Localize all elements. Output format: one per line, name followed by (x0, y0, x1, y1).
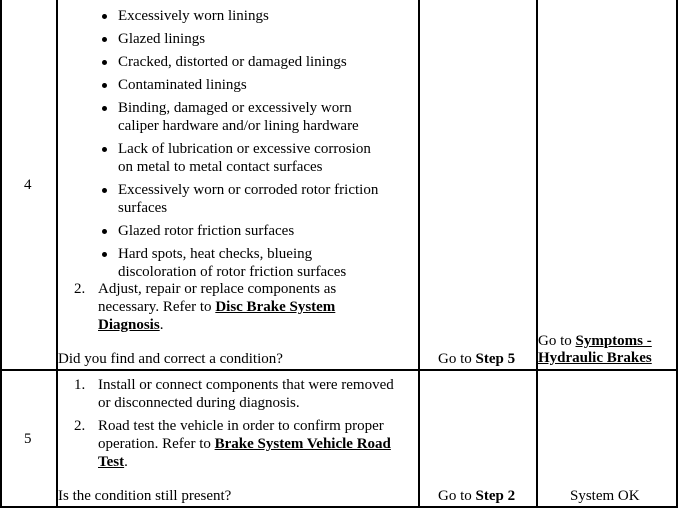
column-divider-step (56, 0, 58, 508)
symptoms-hydraulic-brakes-link[interactable]: Symptoms - Hydraulic Brakes (538, 333, 652, 366)
numbered-item-2: 2. Road test the vehicle in order to confirm proper operation. Refer to Brake System Vehicle Road Test. (74, 418, 391, 470)
step-4-no-action: Go to Symptoms - Hydraulic Brakes (538, 333, 652, 366)
table-border-bottom (0, 506, 678, 508)
disc-brake-system-diagnosis-link[interactable]: Disc Brake System Diagnosis (98, 299, 336, 333)
bullet-item: Contaminated linings (118, 76, 378, 94)
go-to-step-2[interactable]: Step 2 (475, 488, 516, 504)
row-divider (0, 369, 678, 371)
step-number-4: 4 (24, 177, 32, 193)
bullet-item: Glazed rotor friction surfaces (118, 222, 378, 240)
bullet-item: Hard spots, heat checks, blueing discoloration of rotor friction surfaces (118, 245, 378, 281)
go-to-step-5[interactable]: Step 5 (475, 351, 516, 367)
brake-system-road-test-link[interactable]: Brake System Vehicle Road Test (98, 436, 391, 470)
step-4-question: Did you find and correct a condition? (58, 351, 283, 367)
bullet-item: Binding, damaged or excessively worn caliper hardware and/or lining hardware (118, 99, 378, 135)
table-border-left (0, 0, 2, 508)
inspection-bullet-list (118, 7, 378, 281)
bullet-item: Cracked, distorted or damaged linings (118, 53, 378, 71)
step-5-no-action: System OK (570, 488, 640, 504)
bullet-item: Glazed linings (118, 30, 378, 48)
bullet-item: Excessively worn or corroded rotor friction surfaces (118, 182, 379, 216)
column-divider-action (418, 0, 420, 508)
step-4-yes-action: Go to Step 5 (438, 351, 516, 367)
bullet-item: Excessively worn linings (118, 7, 378, 25)
column-divider-yes (536, 0, 538, 508)
numbered-item-1: 1. Install or connect components that were removed or disconnected during diagnosis. (74, 377, 394, 411)
step-5-question: Is the condition still present? (58, 488, 232, 504)
step-5-yes-action: Go to Step 2 (438, 488, 516, 504)
bullet-item: Lack of lubrication or excessive corrosion on metal to metal contact surfaces (118, 140, 378, 176)
step-number-5: 5 (24, 431, 32, 447)
numbered-item-2: 2. Adjust, repair or replace components as necessary. Refer to Disc Brake System Diagnosis. (74, 281, 337, 333)
